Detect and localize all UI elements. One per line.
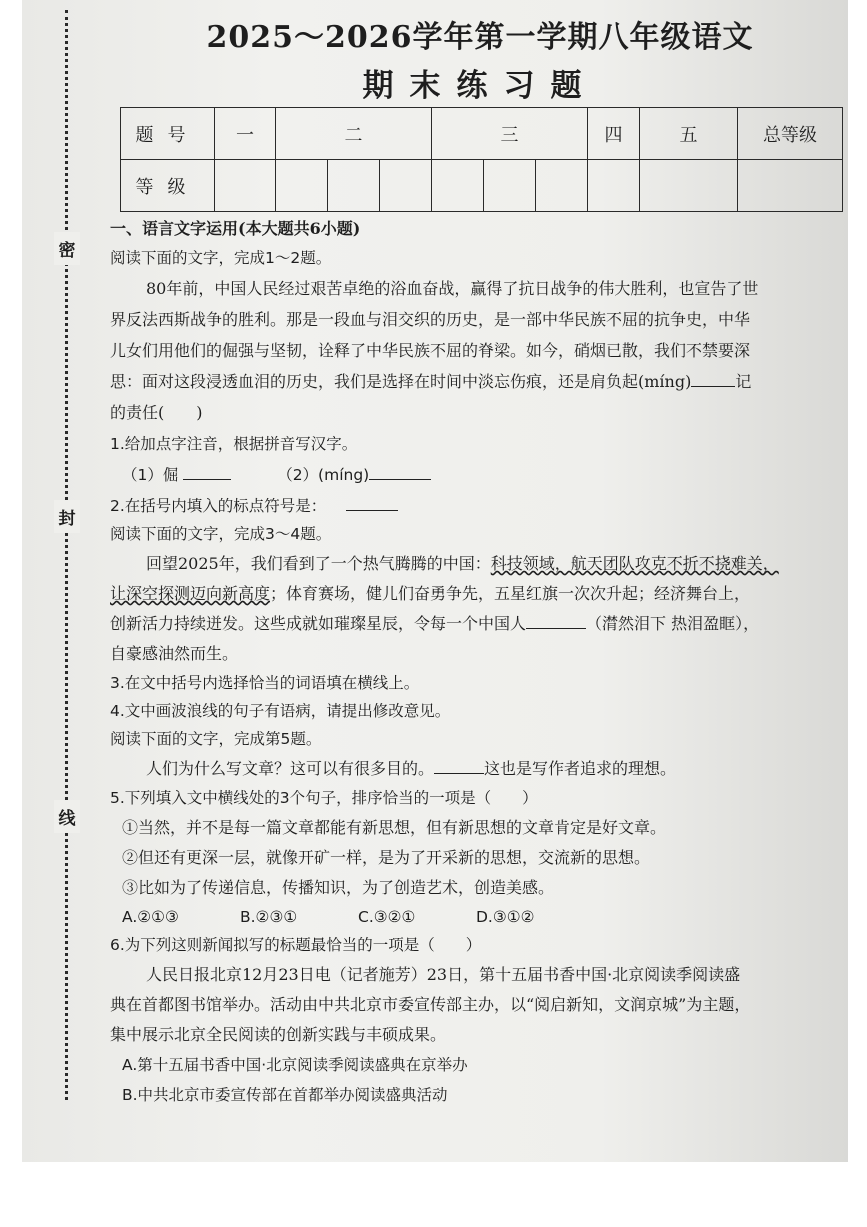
question-6-option-a[interactable]: A.第十五届书香中国·北京阅读季阅读盛典在京举办: [122, 1056, 468, 1074]
grade-col-4: 四: [588, 108, 640, 160]
passage-3: 人们为什么写文章？这可以有很多目的。 这也是写作者追求的理想。: [146, 759, 677, 778]
grade-cell[interactable]: [215, 160, 276, 212]
grade-cell[interactable]: [276, 160, 328, 212]
grade-col-total: 总等级: [738, 108, 843, 160]
passage-2-line-2: 让深空探测迈向新高度；体育赛场，健儿们奋勇争先，五星红旗一次次升起；经济舞台上，: [110, 584, 751, 603]
question-5-options: [122, 907, 535, 927]
grade-label-question-no: 题号: [121, 108, 215, 160]
reading-instruction-2: 阅读下面的文字，完成3～4题。: [110, 525, 332, 543]
passage-1-line-5: 的责任( ): [110, 403, 203, 422]
grade-cell[interactable]: [588, 160, 640, 212]
answer-blank[interactable]: [434, 759, 484, 774]
question-5-sentence-2: ②但还有更深一层，就像开矿一样，是为了开采新的思想，交流新的思想。: [122, 848, 651, 867]
dotted-seal-line: [65, 10, 68, 1100]
option-a[interactable]: A.②①③: [122, 908, 179, 926]
grade-col-5: 五: [640, 108, 738, 160]
passage-2-line-1: 回望2025年，我们看到了一个热气腾腾的中国：科技领域，航天团队攻克不折不挠难关，: [146, 554, 779, 573]
reading-instruction-1: 阅读下面的文字，完成1～2题。: [110, 249, 332, 267]
grade-label-grade: 等级: [121, 160, 215, 212]
seal-char-feng: 封: [54, 500, 80, 533]
option-b[interactable]: B.②③①: [240, 908, 298, 926]
question-1-options: （1）倔 （2）(míng): [122, 465, 431, 485]
passage-2-line-4: 自豪感油然而生。: [110, 644, 239, 663]
passage-1-line-2: 界反法西斯战争的胜利。那是一段血与泪交织的历史，是一部中华民族不屈的抗争史，中华: [110, 310, 751, 329]
grade-table: [120, 107, 843, 212]
grade-cell[interactable]: [640, 160, 738, 212]
exam-subtitle: 期末练习题: [362, 68, 598, 104]
answer-blank[interactable]: [691, 372, 735, 387]
seal-char-xian: 线: [54, 800, 80, 833]
section-heading: 一、语言文字运用(本大题共6小题): [110, 219, 361, 238]
grade-cell[interactable]: [484, 160, 536, 212]
grade-col-3: 三: [432, 108, 588, 160]
reading-instruction-3: 阅读下面的文字，完成第5题。: [110, 730, 322, 748]
passage-1-line-4: 思：面对这段浸透血泪的历史，我们是选择在时间中淡忘伤痕，还是肩负起(míng) 记: [110, 372, 752, 391]
passage-4-line-1: 人民日报北京12月23日电（记者施芳）23日，第十五届书香中国·北京阅读季阅读盛: [146, 965, 741, 984]
question-2: 2.在括号内填入的标点符号是：: [110, 496, 398, 516]
seal-char-mi: 密: [54, 232, 80, 265]
question-3: 3.在文中括号内选择恰当的词语填在横线上。: [110, 674, 420, 692]
question-4: 4.文中画波浪线的句子有语病，请提出修改意见。: [110, 702, 451, 720]
answer-blank[interactable]: [526, 614, 586, 629]
option-c[interactable]: C.③②①: [358, 908, 416, 926]
question-5: 5.下列填入文中横线处的3个句子，排序恰当的一项是（ ）: [110, 789, 538, 807]
answer-blank[interactable]: [346, 496, 398, 511]
grade-cell[interactable]: [328, 160, 380, 212]
grade-cell[interactable]: [536, 160, 588, 212]
binding-line: [44, 10, 92, 1100]
grade-col-1: 一: [215, 108, 276, 160]
passage-2-line-3: 创新活力持续迸发。这些成就如璀璨星辰，令每一个中国人 （潸然泪下 热泪盈眶），: [110, 614, 760, 633]
passage-1-line-1: 80年前，中国人民经过艰苦卓绝的浴血奋战，赢得了抗日战争的伟大胜利，也宣告了世: [146, 279, 759, 298]
grade-cell[interactable]: [380, 160, 432, 212]
grade-cell[interactable]: [738, 160, 843, 212]
exam-title: 2025～2026学年第一学期八年级语文: [206, 20, 754, 55]
question-6: 6.为下列这则新闻拟写的标题最恰当的一项是（ ）: [110, 936, 482, 954]
question-5-sentence-3: ③比如为了传递信息，传播知识，为了创造艺术，创造美感。: [122, 878, 555, 897]
passage-1-line-3: 儿女们用他们的倔强与坚韧，诠释了中华民族不屈的脊梁。如今，硝烟已散，我们不禁要深: [110, 341, 751, 360]
passage-4-line-3: 集中展示北京全民阅读的创新实践与丰硕成果。: [110, 1025, 447, 1044]
grade-cell[interactable]: [432, 160, 484, 212]
answer-blank[interactable]: [369, 465, 431, 480]
answer-blank[interactable]: [183, 465, 231, 480]
question-1: 1.给加点字注音，根据拼音写汉字。: [110, 435, 358, 453]
question-6-option-b[interactable]: B.中共北京市委宣传部在首都举办阅读盛典活动: [122, 1086, 448, 1104]
passage-4-line-2: 典在首都图书馆举办。活动由中共北京市委宣传部主办，以“阅启新知，文润京城”为主题，: [110, 995, 751, 1014]
grade-col-2: 二: [276, 108, 432, 160]
question-5-sentence-1: ①当然，并不是每一篇文章都能有新思想，但有新思想的文章肯定是好文章。: [122, 818, 667, 837]
option-d[interactable]: D.③①②: [476, 908, 535, 926]
